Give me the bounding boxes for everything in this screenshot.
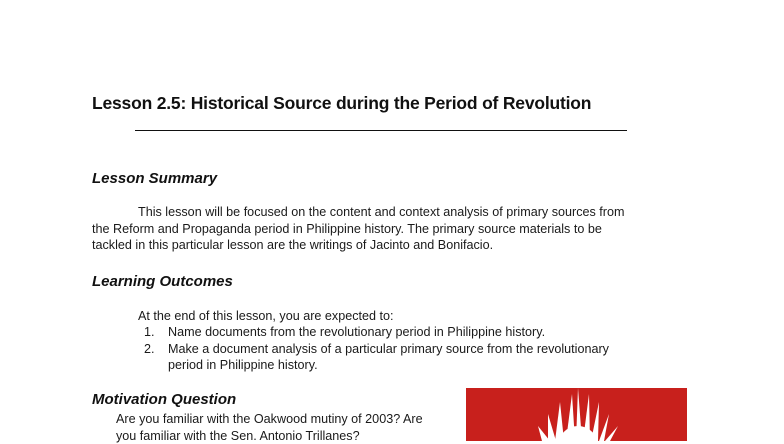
list-item	[118, 341, 678, 374]
summary-line-2: the Reform and Propaganda period in Philippine history. The primary source materials to be	[92, 221, 602, 236]
flag-image	[466, 388, 687, 441]
lesson-summary-heading: Lesson Summary	[92, 170, 218, 187]
list-item-number: 2.	[144, 341, 155, 356]
motivation-line-2: you familiar with the Sen. Antonio Trillanes?	[116, 428, 360, 443]
summary-line-1: This lesson will be focused on the content and context analysis of primary sources from	[138, 205, 625, 219]
title-underline	[135, 130, 627, 131]
sun-rays-icon	[466, 388, 687, 441]
lesson-summary-text	[92, 204, 712, 254]
motivation-text	[116, 411, 466, 444]
list-item	[118, 324, 678, 341]
learning-outcomes-heading: Learning Outcomes	[92, 273, 233, 290]
list-item-text: Name documents from the revolutionary period in Philippine history.	[168, 325, 546, 339]
list-item-text: Make a document analysis of a particular primary source from the revolutionary period in Philippine history.	[168, 341, 609, 373]
motivation-line-1: Are you familiar with the Oakwood mutiny of 2003? Are	[116, 412, 423, 426]
list-item-number: 1.	[144, 325, 155, 339]
motivation-question-heading: Motivation Question	[92, 391, 237, 408]
outcomes-intro: At the end of this lesson, you are expected to:	[138, 309, 394, 323]
summary-line-3: tackled in this particular lesson are the writings of Jacinto and Bonifacio.	[92, 238, 494, 253]
outcomes-list	[118, 324, 678, 374]
page-title: Lesson 2.5: Historical Source during the Period of Revolution	[92, 93, 592, 113]
